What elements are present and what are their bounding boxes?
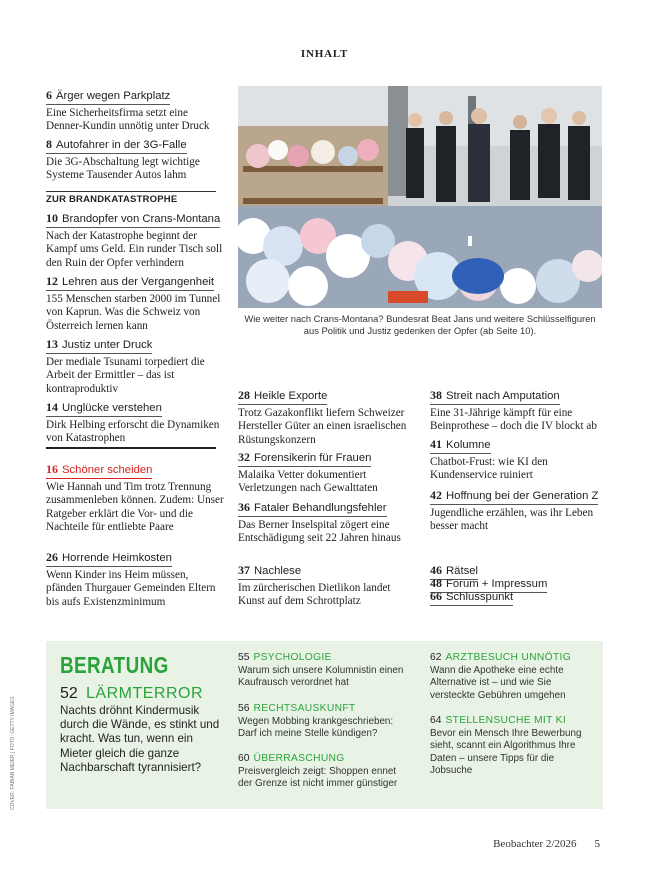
item-title: RECHTSAUSKUNFT [253, 703, 356, 714]
page-number: 10 [46, 211, 58, 225]
toc-entry[interactable] [46, 272, 226, 333]
page-number: 55 [238, 652, 250, 663]
beratung-item[interactable] [430, 714, 595, 777]
toc-entry[interactable] [46, 209, 226, 270]
item-description: Wegen Mobbing krankgeschrieben: Darf ich meine Stelle kündigen? [238, 716, 394, 740]
page-number: 5 [594, 838, 600, 850]
entry-description: Das Berner Inselspital zögert eine Entschädigung seit 22 Jahren hinaus [238, 519, 401, 545]
toc-entry-heading[interactable] [238, 500, 387, 517]
page-footer [400, 838, 600, 850]
toc-entry-heading[interactable] [46, 211, 220, 228]
entry-description: Eine Sicherheitsfirma setzt eine Denner-Kundin unnötig unter Druck [46, 107, 210, 133]
page-number: 41 [430, 437, 442, 451]
entry-description: Eine 31-Jährige kämpft für eine Beinprothese – doch die IV blockt ab [430, 407, 597, 433]
toc-entry[interactable] [238, 386, 418, 447]
entry-title: Ärger wegen Parkplatz [56, 90, 171, 102]
entry-title: Autofahrer in der 3G-Falle [56, 139, 187, 151]
page-number: 12 [46, 274, 58, 288]
photo-credit: COVER: FABIAN MEIER | FOTO: GETTY IMAGES [10, 696, 16, 810]
section-divider [46, 191, 216, 192]
toc-entry[interactable] [430, 486, 602, 534]
toc-entry[interactable] [238, 448, 418, 496]
entry-description: Wenn Kinder ins Heim müssen, pfänden Thurgauer Gemeinden Eltern bis aufs Existenzminimum [46, 569, 216, 608]
toc-entry[interactable] [46, 86, 226, 134]
item-description: Preisvergleich zeigt: Shoppen ennet der Grenze ist nicht immer günstiger [238, 766, 398, 790]
toc-entry-heading[interactable] [238, 563, 301, 580]
page-title: INHALT [300, 48, 349, 60]
page-number: 6 [46, 88, 52, 102]
entry-title: Horrende Heimkosten [62, 552, 172, 564]
toc-entry[interactable] [46, 398, 226, 446]
toc-entry[interactable] [238, 498, 418, 546]
item-description: Wann die Apotheke eine echte Alternative ist – und wie Sie versteckte Gebühren umgehen [430, 665, 566, 701]
lead-page-number: 52 [60, 685, 78, 702]
toc-entry-heading[interactable] [430, 589, 513, 606]
page-number: 38 [430, 388, 442, 402]
lead-description: Nachts dröhnt Kindermusik durch die Wände, es stinkt und kracht. Was tun, wenn ein Mieter gleich die ganze Nachbarschaft tyrannisiert? [60, 704, 220, 774]
entry-title: Hoffnung bei der Generation Z [446, 490, 599, 502]
entry-title: Fataler Behandlungsfehler [254, 502, 387, 514]
page-number: 13 [46, 337, 58, 351]
entry-title: Streit nach Amputation [446, 390, 560, 402]
entry-description: Trotz Gazakonflikt liefern Schweizer Hersteller Güter an einen israelischen Rüstungskonzern [238, 407, 407, 446]
entry-title: Forum + Impressum [446, 578, 548, 590]
toc-entry-heading[interactable] [46, 462, 152, 479]
page-number: 56 [238, 703, 250, 714]
toc-entry-heading[interactable] [238, 388, 327, 405]
page-number: 42 [430, 488, 442, 502]
entry-description: Malaika Vetter dokumentiert Verletzungen nach Gewalttaten [238, 469, 378, 495]
entry-title: Forensikerin für Frauen [254, 452, 372, 464]
item-title: PSYCHOLOGIE [253, 652, 332, 663]
page-number: 48 [430, 576, 442, 590]
toc-entry-heading[interactable] [46, 337, 152, 354]
toc-entry-heading[interactable] [430, 437, 491, 454]
entry-description: Dirk Helbing erforscht die Dynamiken von Katastrophen [46, 419, 220, 445]
entry-title: Nachlese [254, 565, 302, 577]
page-number: 36 [238, 500, 250, 514]
item-description: Bevor ein Mensch Ihre Bewerbung sieht, scannt ein Algorithmus Ihre Daten – unsere Tipps für die Jobsuche [430, 728, 582, 776]
toc-entry-heading[interactable] [46, 550, 172, 567]
item-title: ARZTBESUCH UNNÖTIG [445, 652, 572, 663]
memorial-photo-illustration [238, 86, 602, 308]
toc-entry-heading[interactable] [430, 488, 598, 505]
entry-title: Lehren aus der Vergangenheit [62, 276, 215, 288]
page-number: 26 [46, 550, 58, 564]
entry-title: Unglücke verstehen [62, 402, 162, 414]
toc-entry-heading[interactable] [46, 137, 187, 154]
entry-title: Brandopfer von Crans-Montana [62, 213, 221, 225]
toc-entry[interactable] [46, 135, 226, 183]
beratung-item[interactable] [238, 752, 408, 791]
toc-entry[interactable] [430, 386, 602, 434]
toc-entry-heading[interactable] [46, 88, 170, 105]
beratung-heading: BERATUNG [60, 652, 169, 678]
entry-title: Kolumne [446, 439, 491, 451]
toc-entry[interactable] [46, 548, 226, 609]
toc-entry-short[interactable] [430, 587, 513, 606]
entry-description: Nach der Katastrophe beginnt der Kampf ums Geld. Ein runder Tisch soll den Ruin der Opfer verhindern [46, 230, 223, 269]
publication-name: Beobachter 2/2026 [493, 838, 577, 850]
photo-caption: Wie weiter nach Crans-Montana? Bundesrat Beat Jans und weitere Schlüsselfiguren aus Politik und Justiz gedenken der Opfer (ab Seite 10). [244, 313, 596, 336]
section-divider [46, 447, 216, 449]
toc-entry-heading[interactable] [46, 274, 214, 291]
page-number: 28 [238, 388, 250, 402]
beratung-item[interactable] [238, 651, 408, 690]
toc-entry[interactable] [238, 561, 418, 609]
toc-entry-heading[interactable] [46, 400, 162, 417]
toc-entry-heading[interactable] [430, 388, 560, 405]
page-number: 14 [46, 400, 58, 414]
beratung-item[interactable] [430, 651, 595, 702]
page-number: 60 [238, 753, 250, 764]
toc-entry[interactable] [430, 435, 602, 483]
entry-description: Im zürcherischen Dietlikon landet Kunst auf dem Schrottplatz [238, 582, 391, 608]
entry-description: Der mediale Tsunami torpediert die Arbeit der Ermittler – das ist kontraproduktiv [46, 356, 205, 395]
item-description: Warum sich unsere Kolumnistin einen Kaufrausch verordnet hat [238, 665, 404, 689]
page-number: 16 [46, 462, 58, 476]
entry-title: Heikle Exporte [254, 390, 328, 402]
page-number: 32 [238, 450, 250, 464]
entry-description: 155 Menschen starben 2000 im Tunnel von Kaprun. Was die Schweiz von Österreich lernen kann [46, 293, 221, 332]
memorial-photo[interactable] [238, 86, 602, 308]
page-number: 62 [430, 652, 442, 663]
entry-title: Schöner scheiden [62, 464, 153, 476]
item-title: STELLENSUCHE MIT KI [445, 715, 566, 726]
section-label: ZUR BRANDKATASTROPHE [46, 194, 178, 205]
entry-description: Jugendliche erzählen, was ihr Leben besser macht [430, 507, 594, 533]
page-number: 8 [46, 137, 52, 151]
toc-entry-heading[interactable] [238, 450, 371, 467]
lead-title[interactable]: LÄRMTERROR [86, 685, 204, 702]
page-number: 46 [430, 563, 442, 577]
entry-title: Justiz unter Druck [62, 339, 153, 351]
beratung-item[interactable] [238, 702, 408, 741]
toc-entry[interactable] [46, 335, 226, 396]
entry-description: Chatbot-Frust: wie KI den Kundenservice ruiniert [430, 456, 548, 482]
page-number: 37 [238, 563, 250, 577]
entry-title: Rätsel [446, 565, 479, 577]
entry-description: Die 3G-Abschaltung legt wichtige Systeme Tausender Autos lahm [46, 156, 200, 182]
page-number: 64 [430, 715, 442, 726]
page-number: 66 [430, 589, 442, 603]
toc-entry-highlighted[interactable] [46, 460, 226, 535]
item-title: ÜBERRASCHUNG [253, 753, 345, 764]
entry-title: Schlusspunkt [446, 591, 514, 603]
entry-description: Wie Hannah und Tim trotz Trennung zusammenleben können. Zudem: Unser Ratgeber erklärt die Vor- und die Nachteile für entliebte Paare [46, 481, 224, 534]
